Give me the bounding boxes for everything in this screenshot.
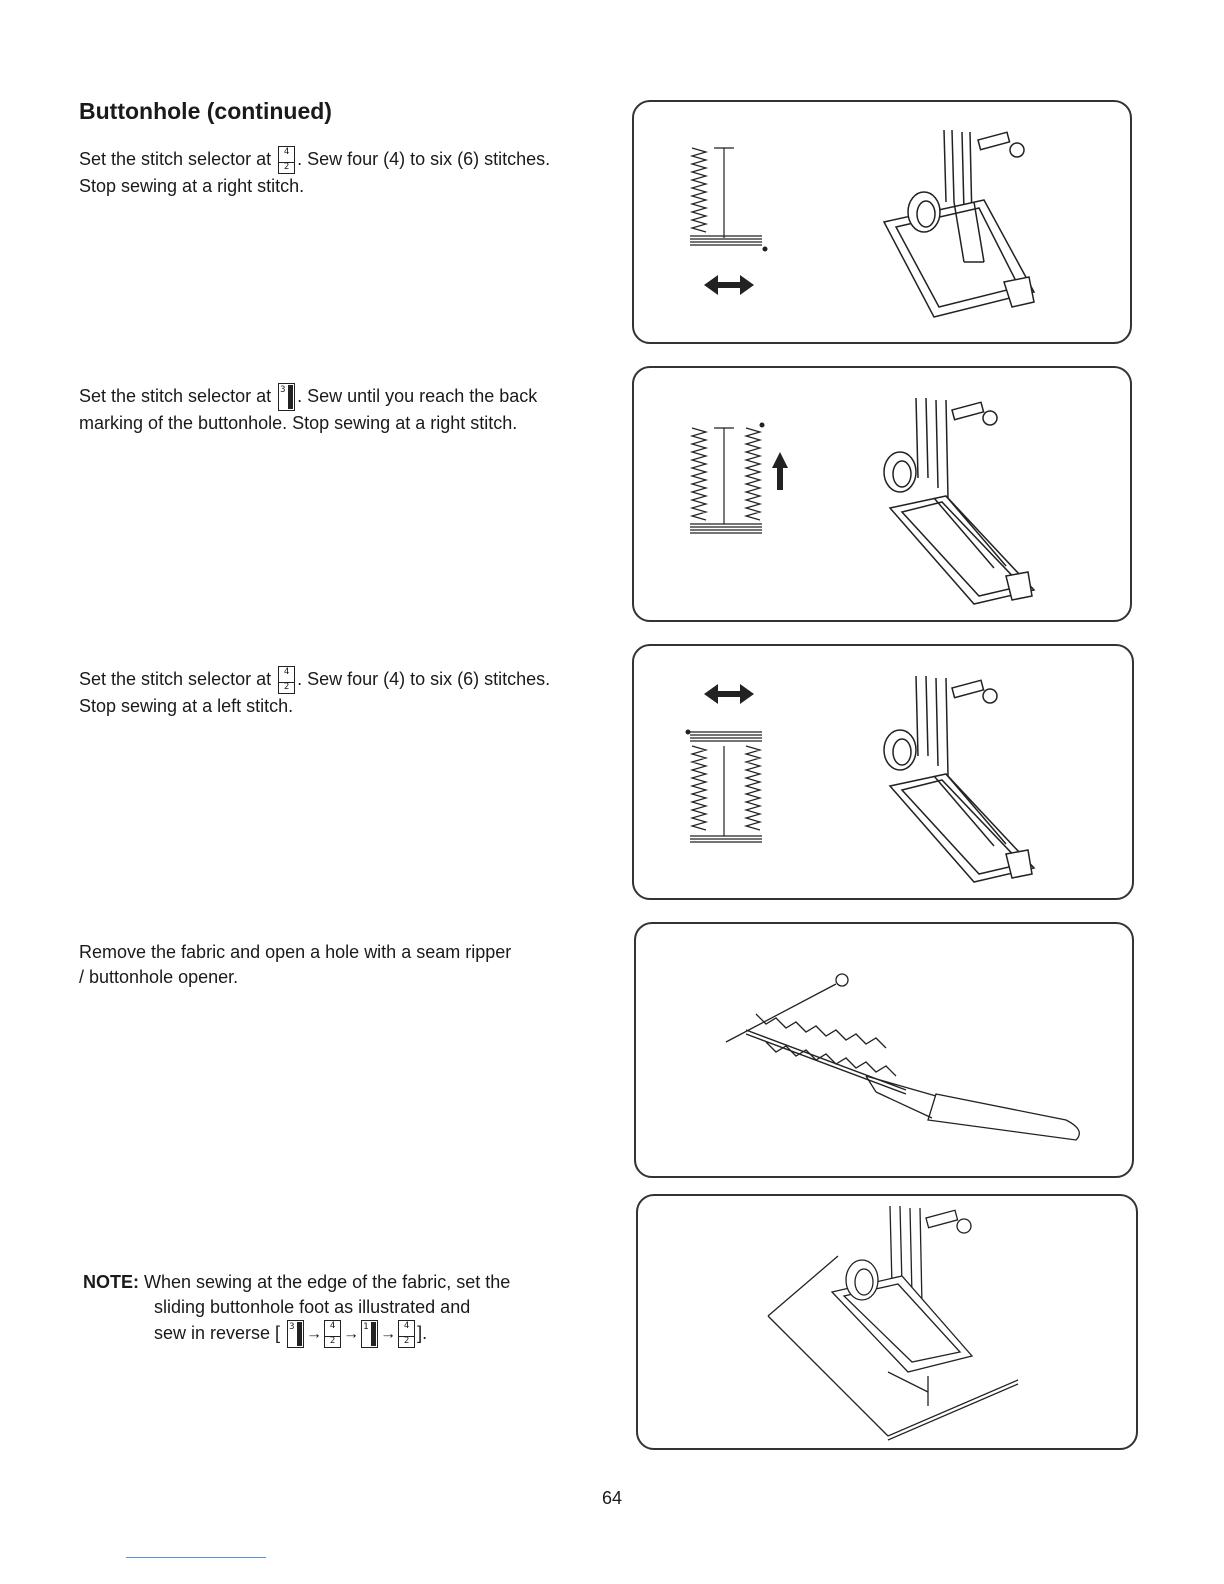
step-1-rest: . Sew four (4) to six (6) stitches. Stop sewing at a right stitch. <box>79 148 551 196</box>
page-number: 64 <box>601 1488 623 1508</box>
step-2-text <box>79 383 559 436</box>
buttonhole-left-bar-illustration <box>634 102 1134 346</box>
selector-symbol-42: $\frac{4}{2}$ <box>324 1320 341 1348</box>
illustration-panel-1 <box>632 100 1132 344</box>
fabric-edge-illustration <box>638 1196 1140 1452</box>
selector-symbol-42: $\frac{4}{2}$ <box>398 1320 415 1348</box>
double-arrow-icon <box>704 684 754 704</box>
step-2-rest: . Sew until you reach the back marking of the buttonhole. Stop sewing at a right stitch. <box>79 385 538 433</box>
arrow-right-icon: → <box>380 1325 397 1343</box>
arrow-right-icon: → <box>306 1325 323 1343</box>
selector-symbol-42: $\frac{4}{2}$ <box>278 666 295 694</box>
reverse-sequence: sew in reverse [ 3 → $\frac{4}{2}$ → 1 → $\frac{4}{2}$ ]. <box>154 1321 428 1346</box>
step-1-text <box>79 146 559 199</box>
step-1-lead: Set the stitch selector at <box>79 148 272 169</box>
illustration-panel-4 <box>634 922 1134 1178</box>
step-2-lead: Set the stitch selector at <box>79 385 272 406</box>
footer-rule <box>126 1557 266 1558</box>
selector-symbol-3: 3 <box>278 383 295 411</box>
selector-symbol-3: 3 <box>287 1320 304 1348</box>
note-label: NOTE: <box>83 1272 139 1292</box>
note-block: NOTE: When sewing at the edge of the fabric, set the sliding buttonhole foot as illustrated and sew in reverse [ 3 → $\frac{4}{2}$ → 1 → $\frac{4}{2}$ ]. <box>83 1270 583 1348</box>
illustration-panel-5 <box>636 1194 1138 1450</box>
step-3-lead: Set the stitch selector at <box>79 668 272 689</box>
double-arrow-icon <box>704 275 754 295</box>
arrow-up-icon <box>772 452 788 490</box>
arrow-right-icon: → <box>343 1325 360 1343</box>
step-3-text <box>79 666 559 719</box>
illustration-panel-3 <box>632 644 1134 900</box>
selector-symbol-42: $\frac{4}{2}$ <box>278 146 295 174</box>
seam-ripper-illustration <box>636 924 1136 1180</box>
selector-symbol-1: 1 <box>361 1320 378 1348</box>
illustration-panel-2 <box>632 366 1132 622</box>
buttonhole-right-bar-illustration <box>634 646 1136 902</box>
page-title: Buttonhole (continued) <box>79 98 332 124</box>
buttonhole-right-row-illustration <box>634 368 1134 624</box>
step-4-text: Remove the fabric and open a hole with a seam ripper / buttonhole opener. <box>79 942 512 987</box>
step-3-rest: . Sew four (4) to six (6) stitches. Stop sewing at a left stitch. <box>79 668 551 716</box>
